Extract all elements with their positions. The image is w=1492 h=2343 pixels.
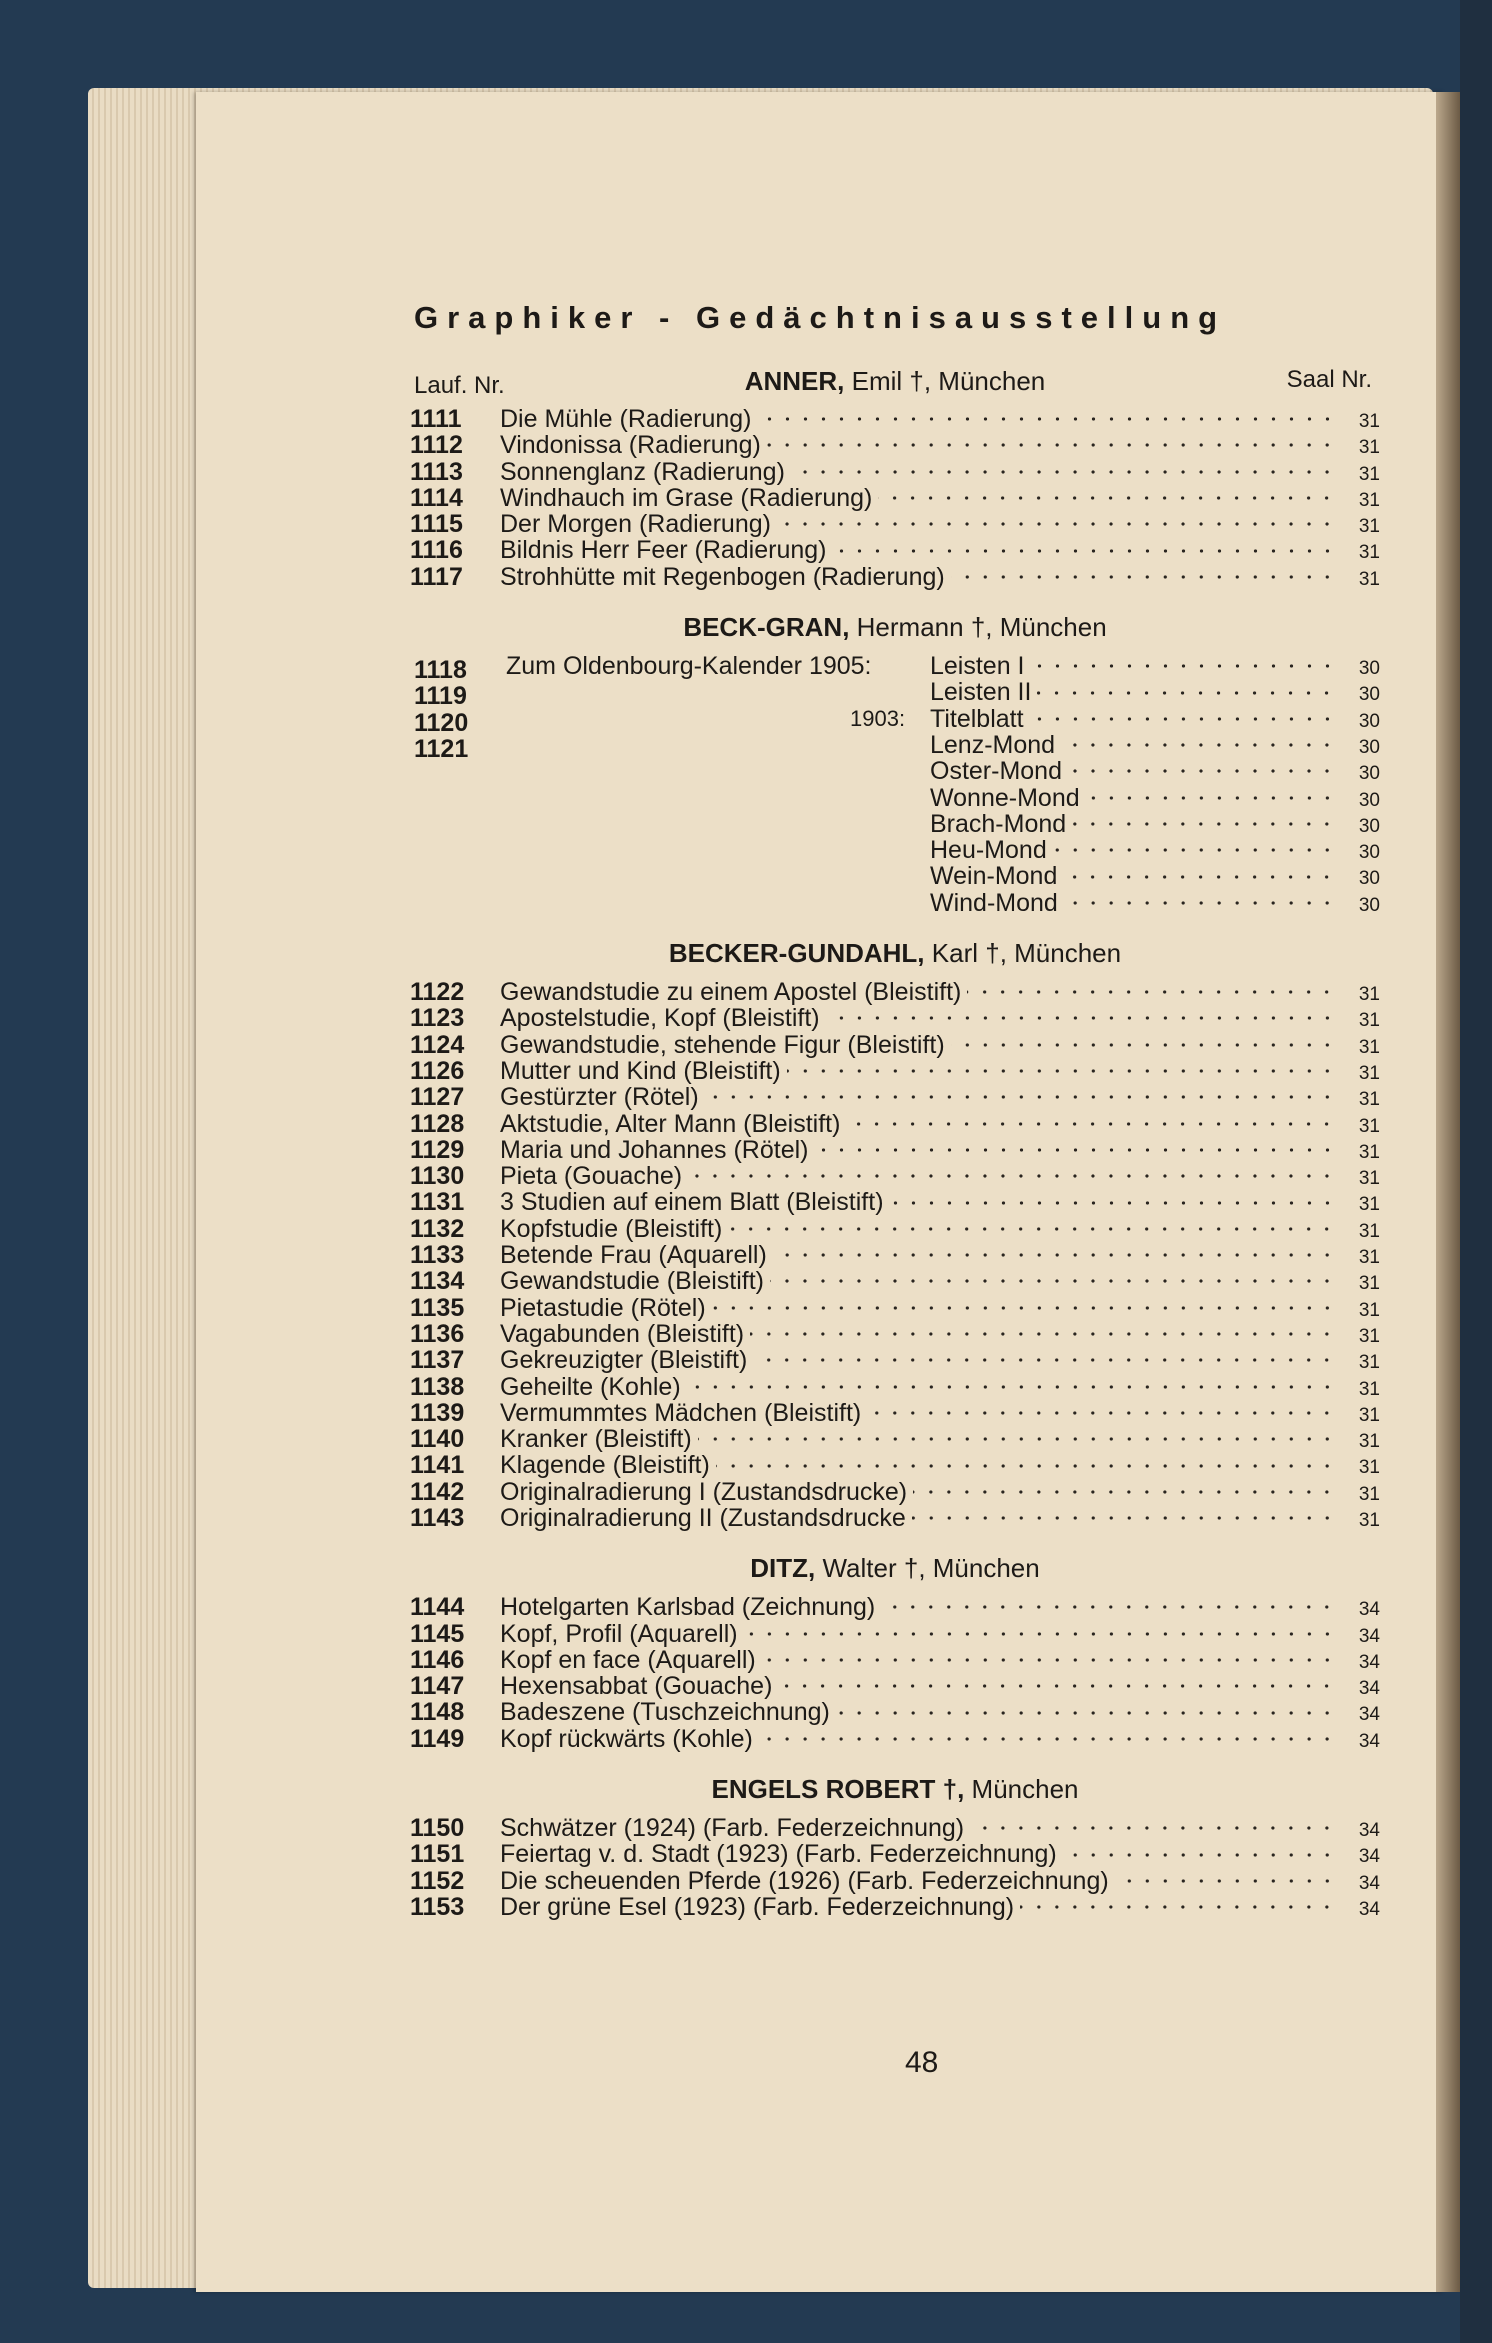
dot-leader (753, 1356, 1336, 1364)
entry-number: 1135 (410, 1293, 465, 1322)
dot-leader (770, 1277, 1336, 1285)
entry-title: Wonne-Mond (930, 783, 1080, 812)
dot-leader (967, 988, 1336, 996)
entry-saal-number: 31 (1358, 542, 1380, 564)
entry-title: Kopf, Profil (Aquarell) (500, 1619, 738, 1648)
entry-title: Windhauch im Grase (Radierung) (500, 483, 873, 512)
catalog-entry (410, 1295, 1380, 1321)
catalog-entry (410, 1163, 1380, 1189)
entry-saal-number: 31 (1358, 1036, 1380, 1058)
catalog-entry (410, 564, 1380, 590)
dot-leader (705, 1093, 1336, 1101)
catalog-entry (410, 1268, 1380, 1294)
entry-number: 1122 (410, 978, 465, 1007)
entry-saal-number: 30 (1358, 842, 1380, 864)
catalog-entry (410, 1005, 1380, 1031)
entry-title: Der grüne Esel (1923) (Farb. Federzeichnung) (500, 1892, 1015, 1921)
entry-title: Bildnis Herr Feer (Radierung) (500, 536, 827, 565)
dot-leader (826, 1014, 1336, 1022)
beckgran-series-label: Zum Oldenbourg-Kalender 1905: (506, 652, 872, 681)
catalog-entry (410, 1032, 1380, 1058)
entry-title: Geheilte (Kohle) (500, 1372, 681, 1401)
catalog-entry (410, 1347, 1380, 1373)
entry-number: 1139 (410, 1398, 465, 1427)
catalog-entry (410, 406, 1380, 432)
entry-title: Lenz-Mond (930, 730, 1056, 759)
entry-title: Vermummtes Mädchen (Bleistift) (500, 1398, 862, 1427)
catalog-entry (410, 1189, 1380, 1215)
catalog-entry (410, 511, 1380, 537)
entry-title: Gestürzter (Rötel) (500, 1083, 699, 1112)
artist-name: BECKER-GUNDAHL, (668, 938, 925, 969)
catalog-entry (930, 758, 1380, 784)
dot-leader (890, 1199, 1336, 1207)
entry-number: 1117 (410, 562, 463, 591)
dot-leader (777, 520, 1336, 528)
catalog-entry (410, 1894, 1380, 1920)
entry-saal-number: 30 (1358, 894, 1380, 916)
entry-number: 1116 (410, 536, 463, 565)
entry-saal-number: 31 (1358, 1220, 1380, 1242)
entry-saal-number: 31 (1358, 1299, 1380, 1321)
entry-saal-number: 30 (1358, 736, 1380, 758)
entry-number: 1138 (410, 1372, 465, 1401)
page-title: Graphiker - Gedächtnisausstellung (414, 300, 1227, 335)
entry-saal-number: 31 (1358, 1352, 1380, 1374)
entry-saal-number: 30 (1358, 658, 1380, 680)
entry-saal-number: 31 (1358, 516, 1380, 538)
entry-title: Hotelgarten Karlsbad (Zeichnung) (500, 1593, 876, 1622)
catalog-entry (410, 1084, 1380, 1110)
entry-number: 1119 (414, 682, 467, 711)
catalog-entry (410, 1242, 1380, 1268)
entry-title: 3 Studien auf einem Blatt (Bleistift) (500, 1188, 884, 1217)
entry-number: 1118 (414, 656, 467, 685)
entry-number: 1151 (410, 1840, 465, 1869)
entry-number: 1132 (410, 1214, 465, 1243)
entry-number: 1130 (410, 1162, 465, 1191)
dot-leader (762, 1656, 1336, 1664)
entry-saal-number: 31 (1358, 1247, 1380, 1269)
entry-number: 1149 (410, 1724, 465, 1753)
catalog-entry (410, 1452, 1380, 1478)
entry-number: 1141 (410, 1451, 465, 1480)
entry-saal-number: 31 (1358, 1457, 1380, 1479)
dot-leader (1030, 715, 1336, 723)
beckgran-numbers (414, 657, 468, 762)
entry-number: 1142 (410, 1477, 465, 1506)
catalog-entry (410, 432, 1380, 458)
entry-saal-number: 31 (1358, 984, 1380, 1006)
dot-leader (716, 1462, 1336, 1470)
entry-number: 1113 (410, 457, 463, 486)
dot-leader (1072, 820, 1336, 828)
entry-title: Maria und Johannes (Rötel) (500, 1135, 809, 1164)
entry-title: Die Mühle (Radierung) (500, 405, 752, 433)
entry-number: 1123 (410, 1004, 465, 1033)
entry-title: Wein-Mond (930, 862, 1058, 891)
artist-info: München (971, 1774, 1079, 1805)
catalog-entry (930, 863, 1380, 889)
dot-leader (687, 1383, 1336, 1391)
entry-number: 1152 (410, 1866, 465, 1895)
artist-info: Karl †, München (931, 938, 1122, 969)
catalog-entry (930, 811, 1380, 837)
dot-leader (836, 1709, 1336, 1717)
dot-leader (791, 468, 1336, 476)
dot-leader (1020, 1903, 1336, 1911)
entry-number: 1129 (410, 1135, 465, 1164)
catalog-entry (930, 679, 1380, 705)
entry-number: 1137 (410, 1346, 465, 1375)
entry-title: Heu-Mond (930, 836, 1047, 865)
dot-leader (688, 1172, 1336, 1180)
dot-leader (1115, 1877, 1336, 1885)
dot-leader (846, 1120, 1336, 1128)
entry-number: 1127 (410, 1083, 465, 1112)
entry-title: Mutter und Kind (Bleistift) (500, 1056, 781, 1085)
catalog-entry (410, 1673, 1380, 1699)
artist-name: ANNER, (744, 366, 845, 396)
catalog-entry (930, 732, 1380, 758)
entry-saal-number: 30 (1358, 763, 1380, 785)
section-ditz (410, 1594, 1380, 1752)
catalog-entry (410, 485, 1380, 511)
catalog-entry (930, 785, 1380, 811)
entry-number: 1124 (410, 1030, 465, 1059)
entry-saal-number: 31 (1358, 1325, 1380, 1347)
entry-number: 1133 (410, 1241, 465, 1270)
entry-saal-number: 31 (1358, 1115, 1380, 1137)
dot-leader (1031, 662, 1336, 670)
entry-number: 1146 (410, 1645, 465, 1674)
artist-name: ENGELS ROBERT †, (711, 1774, 965, 1805)
entry-number: 1131 (410, 1188, 465, 1217)
catalog-entry (410, 1594, 1380, 1620)
col-saal-nr: Saal Nr. (1286, 366, 1372, 393)
entry-title: Apostelstudie, Kopf (Bleistift) (500, 1004, 820, 1033)
entry-title: Brach-Mond (930, 809, 1067, 838)
entry-saal-number: 34 (1358, 1651, 1380, 1673)
entry-saal-number: 31 (1358, 1141, 1380, 1163)
dot-leader (698, 1435, 1336, 1443)
artist-info: Emil †, München (851, 366, 1046, 396)
section-beckergundahl (410, 979, 1380, 1531)
entry-saal-number: 31 (1358, 1483, 1380, 1505)
entry-title: Der Morgen (Radierung) (500, 510, 771, 539)
entry-number: 1147 (410, 1672, 465, 1701)
entry-number: 1145 (410, 1619, 465, 1648)
entry-title: Hexensabbat (Gouache) (500, 1672, 773, 1701)
entry-title: Die scheuenden Pferde (1926) (Farb. Federzeichnung) (500, 1866, 1109, 1895)
dot-leader (758, 415, 1336, 423)
entry-title: Sonnenglanz (Radierung) (500, 457, 785, 486)
dot-leader (1053, 846, 1336, 854)
entry-saal-number: 31 (1358, 1273, 1380, 1295)
catalog-entry (410, 1374, 1380, 1400)
entry-saal-number: 31 (1358, 437, 1380, 459)
entry-number: 1134 (410, 1267, 465, 1296)
catalog-entry (410, 1726, 1380, 1752)
entry-number: 1150 (410, 1814, 465, 1843)
entry-saal-number: 31 (1358, 489, 1380, 511)
entry-number: 1115 (410, 510, 463, 539)
entry-number: 1143 (410, 1503, 465, 1532)
section-beckgran (410, 653, 1380, 916)
dot-leader (815, 1146, 1337, 1154)
dot-leader (1068, 767, 1336, 775)
entry-saal-number: 34 (1358, 1730, 1380, 1752)
dot-leader (881, 1603, 1336, 1611)
dot-leader (1037, 689, 1336, 697)
background-right (1460, 0, 1492, 2343)
beckgran-items (930, 653, 1380, 916)
entry-saal-number: 31 (1358, 1404, 1380, 1426)
catalog-entry (410, 1400, 1380, 1426)
artist-info: Hermann †, München (856, 612, 1107, 643)
catalog-entry (410, 1647, 1380, 1673)
entry-saal-number: 34 (1358, 1678, 1380, 1700)
dot-leader (750, 1330, 1336, 1338)
catalog-entry (410, 1216, 1380, 1242)
entry-saal-number: 34 (1358, 1820, 1380, 1842)
artist-heading-anner (410, 366, 1380, 397)
entry-number: 1136 (410, 1319, 465, 1348)
dot-leader (767, 441, 1336, 449)
dot-leader (1086, 794, 1336, 802)
entry-saal-number: 31 (1358, 1378, 1380, 1400)
entry-title: Originalradierung I (Zustandsdrucke) (500, 1477, 908, 1506)
catalog-entry (410, 1841, 1380, 1867)
beckgran-series-year: 1903: (850, 705, 906, 731)
entry-title: Gewandstudie, stehende Figur (Bleistift) (500, 1030, 945, 1059)
entry-saal-number: 30 (1358, 684, 1380, 706)
dot-leader (951, 573, 1336, 581)
dot-leader (778, 1682, 1336, 1690)
catalog-entry (410, 1505, 1380, 1531)
entry-number: 1153 (410, 1892, 465, 1921)
entry-saal-number: 34 (1358, 1898, 1380, 1920)
entry-saal-number: 31 (1358, 1431, 1380, 1453)
entry-saal-number: 31 (1358, 463, 1380, 485)
page-number: 48 (905, 2046, 939, 2079)
entry-title: Feiertag v. d. Stadt (1923) (Farb. Federzeichnung) (500, 1840, 1057, 1869)
entry-saal-number: 34 (1358, 1599, 1380, 1621)
entry-title: Kopf en face (Aquarell) (500, 1645, 756, 1674)
entry-number: 1144 (410, 1593, 465, 1622)
entry-title: Vagabunden (Bleistift) (500, 1319, 745, 1348)
dot-leader (759, 1735, 1336, 1743)
entry-title: Aktstudie, Alter Mann (Bleistift) (500, 1109, 841, 1138)
artist-name: BECK-GRAN, (683, 612, 850, 643)
dot-leader (912, 1514, 1336, 1522)
catalog-entry (410, 1058, 1380, 1084)
entry-title: Betende Frau (Aquarell) (500, 1241, 767, 1270)
catalog-entry (410, 1868, 1380, 1894)
section-anner (410, 406, 1380, 590)
artist-heading-beckgran (410, 612, 1380, 643)
entry-saal-number: 34 (1358, 1846, 1380, 1868)
dot-leader (1063, 873, 1336, 881)
artist-heading-ditz (410, 1553, 1380, 1584)
entry-title: Gewandstudie zu einem Apostel (Bleistift) (500, 978, 962, 1007)
entry-saal-number: 31 (1358, 1089, 1380, 1111)
dot-leader (833, 547, 1336, 555)
entry-title: Wind-Mond (930, 888, 1058, 917)
entry-title: Leisten I (930, 652, 1025, 681)
dot-leader (1064, 899, 1336, 907)
entry-title: Oster-Mond (930, 757, 1062, 786)
dot-leader (728, 1225, 1336, 1233)
catalog-entry (410, 1699, 1380, 1725)
catalog-entry (410, 537, 1380, 563)
entry-saal-number: 31 (1358, 411, 1380, 432)
entry-title: Pietastudie (Rötel) (500, 1293, 706, 1322)
entry-saal-number: 34 (1358, 1625, 1380, 1647)
entry-number: 1121 (414, 734, 469, 763)
catalog-entry (410, 1111, 1380, 1137)
artist-info: Walter †, München (822, 1553, 1040, 1584)
catalog-entry (410, 979, 1380, 1005)
dot-leader (787, 1067, 1336, 1075)
entry-title: Strohhütte mit Regenbogen (Radierung) (500, 562, 945, 591)
entry-number: 1128 (410, 1109, 465, 1138)
dot-leader (1061, 741, 1336, 749)
entry-saal-number: 31 (1358, 1194, 1380, 1216)
dot-leader (712, 1304, 1336, 1312)
dot-leader (867, 1409, 1336, 1417)
catalog-entry (410, 1815, 1380, 1841)
entry-number: 1112 (410, 431, 463, 460)
catalog-entry (930, 837, 1380, 863)
section-engels (410, 1815, 1380, 1920)
dot-leader (1063, 1851, 1336, 1859)
entry-title: Klagende (Bleistift) (500, 1451, 710, 1480)
entry-number: 1114 (410, 483, 463, 512)
entry-title: Kranker (Bleistift) (500, 1425, 692, 1454)
entry-number: 1126 (410, 1056, 465, 1085)
entry-title: Gekreuzigter (Bleistift) (500, 1346, 748, 1375)
entry-title: Pieta (Gouache) (500, 1162, 683, 1191)
entry-saal-number: 34 (1358, 1872, 1380, 1894)
entry-number: 1120 (414, 708, 469, 737)
dot-leader (878, 494, 1336, 502)
entry-saal-number: 34 (1358, 1704, 1380, 1726)
entry-title: Vindonissa (Radierung) (500, 431, 761, 460)
dot-leader (970, 1824, 1336, 1832)
catalog-entry (930, 706, 1380, 732)
entry-number: 1111 (410, 405, 462, 433)
entry-title: Originalradierung II (Zustandsdrucke (500, 1503, 906, 1532)
entry-saal-number: 31 (1358, 568, 1380, 590)
entry-saal-number: 31 (1358, 1509, 1380, 1531)
col-lauf-nr: Lauf. Nr. (414, 372, 505, 399)
book-gutter (1436, 92, 1460, 2292)
entry-saal-number: 31 (1358, 1062, 1380, 1084)
entry-saal-number: 30 (1358, 710, 1380, 732)
artist-heading-beckergundahl (410, 938, 1380, 969)
artist-name: DITZ, (750, 1553, 816, 1584)
catalog-entry (410, 1137, 1380, 1163)
entry-saal-number: 30 (1358, 868, 1380, 890)
entry-title: Titelblatt (930, 704, 1024, 733)
catalog-content (410, 300, 1380, 1920)
catalog-entry (410, 459, 1380, 485)
entry-title: Kopf rückwärts (Kohle) (500, 1724, 753, 1753)
artist-heading-engels (410, 1774, 1380, 1805)
entry-title: Gewandstudie (Bleistift) (500, 1267, 765, 1296)
entry-title: Schwätzer (1924) (Farb. Federzeichnung) (500, 1814, 965, 1843)
catalog-entry (410, 1321, 1380, 1347)
entry-number: 1148 (410, 1698, 465, 1727)
dot-leader (773, 1251, 1336, 1259)
entry-title: Leisten II (930, 678, 1032, 707)
entry-title: Badeszene (Tuschzeichnung) (500, 1698, 830, 1727)
dot-leader (913, 1488, 1336, 1496)
column-header (410, 366, 1380, 406)
catalog-entry (410, 1426, 1380, 1452)
entry-saal-number: 31 (1358, 1168, 1380, 1190)
entry-saal-number: 31 (1358, 1010, 1380, 1032)
entry-saal-number: 30 (1358, 815, 1380, 837)
dot-leader (744, 1630, 1336, 1638)
catalog-entry (930, 653, 1380, 679)
catalog-entry (930, 890, 1380, 916)
entry-title: Kopfstudie (Bleistift) (500, 1214, 723, 1243)
catalog-entry (410, 1621, 1380, 1647)
entry-number: 1140 (410, 1425, 465, 1454)
entry-saal-number: 30 (1358, 789, 1380, 811)
catalog-entry (410, 1479, 1380, 1505)
dot-leader (951, 1041, 1336, 1049)
